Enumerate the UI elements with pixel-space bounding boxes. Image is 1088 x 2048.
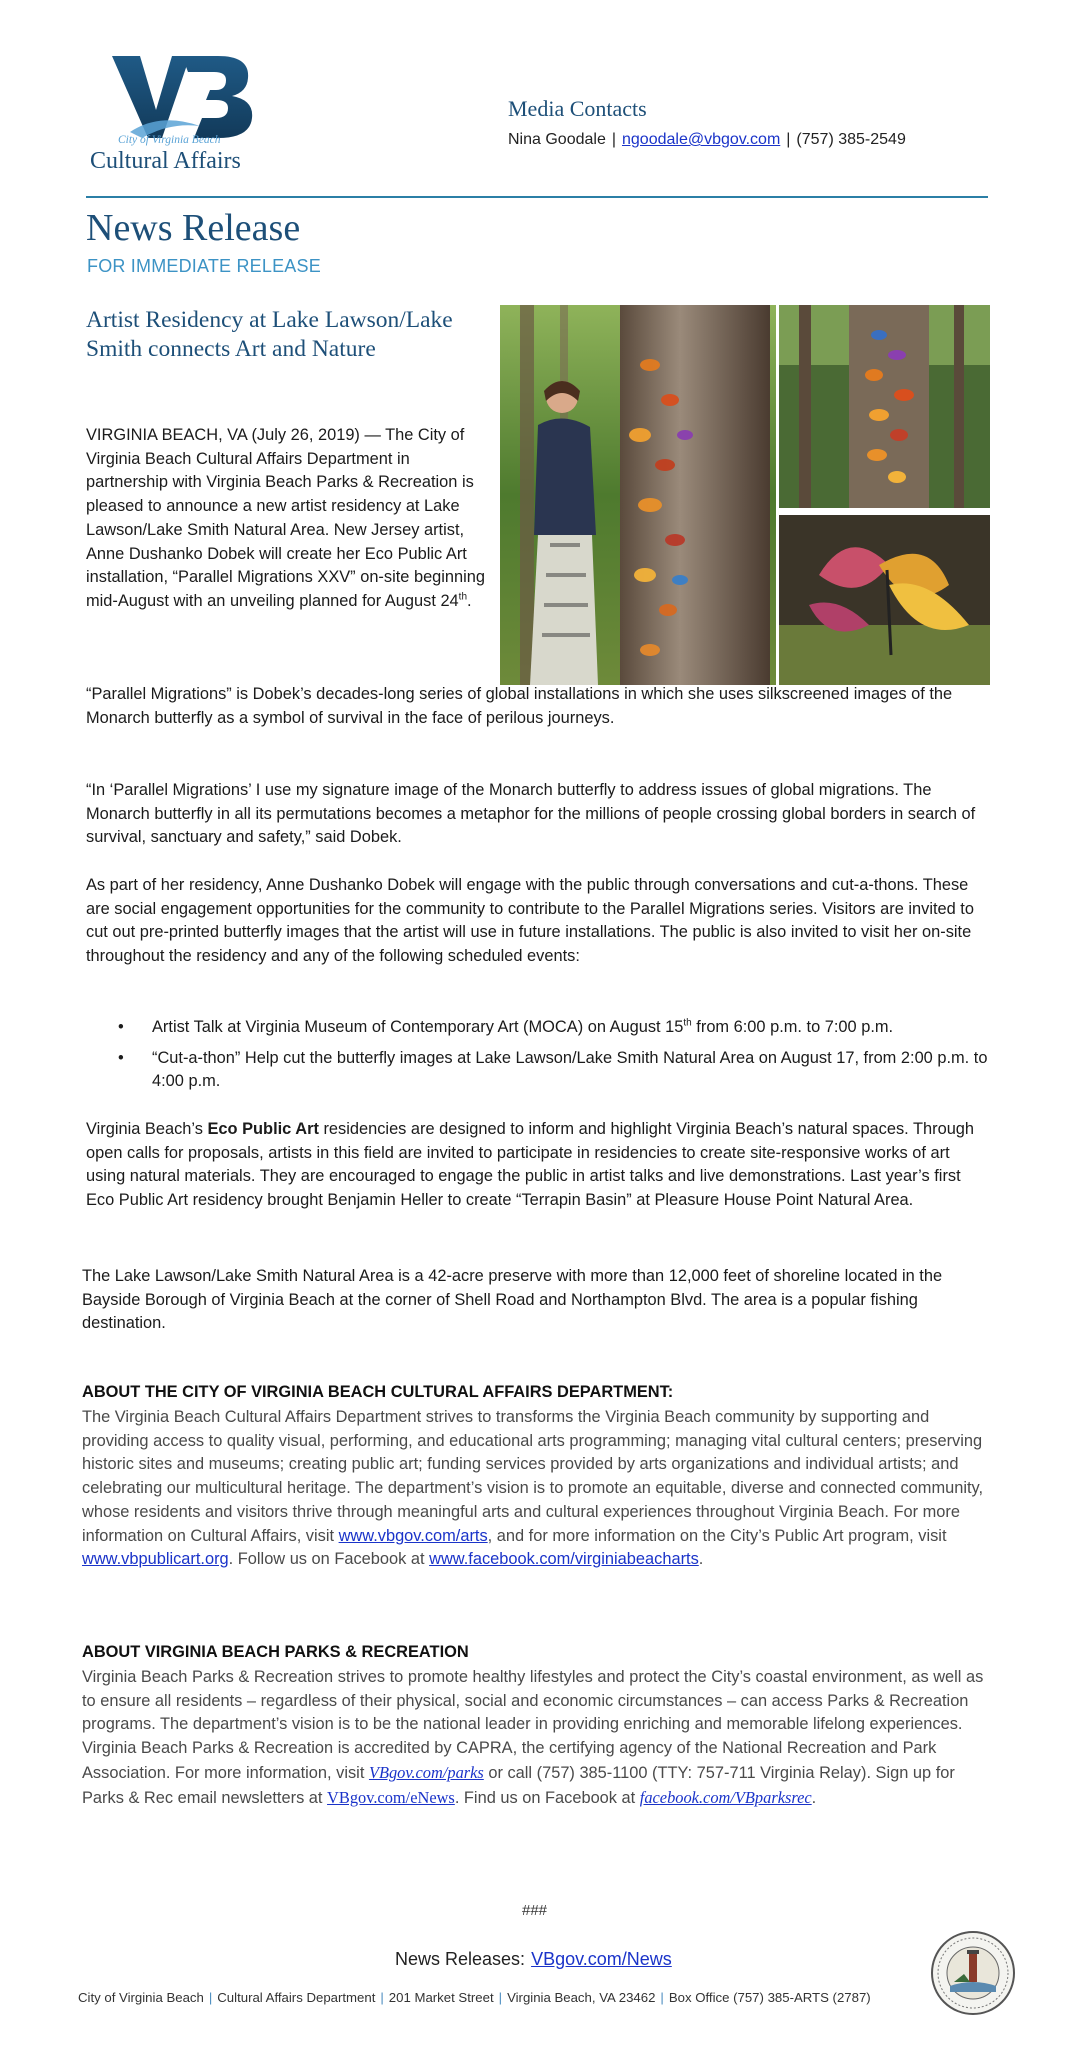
logo-subtitle: City of Virginia Beach: [118, 134, 221, 146]
butterfly-closeup-photo: [779, 515, 990, 685]
butterflies-on-tree-photo: [779, 305, 990, 508]
contact-name: Nina Goodale: [508, 131, 606, 148]
lead-paragraph: VIRGINIA BEACH, VA (July 26, 2019) — The City of Virginia Beach Cultural Affairs Department in partnership with Virginia Beach Parks & Recreation is pleased to announce a new artist residency at Lake Lawson/Lake Smith Natural Area. New Jersey artist, Anne Dushanko Dobek will create her Eco Public Art installation, “Parallel Migrations XXV” on-site beginning mid-August with an unveiling planned for August 24th.: [86, 426, 486, 610]
about-parks-text: Virginia Beach Parks & Recreation strives to promote healthy lifestyles and protect the City’s coastal environment, as well as to ensure all residents – regardless of their physical, social and economic circumstances – can access Parks & Recreation programs. The department’s vision is to be the national leader in providing enriching and memorable lifelong experiences. Virginia Beach Parks & Recreation is accredited by CAPRA, the certifying agency of the National Recreation and Park Association. For more information, visit VBgov.com/parks or call (757) 385-1100 (TTY: 757-711 Virginia Relay). Sign up for Parks & Rec email newsletters at VBgov.com/eNews. Find us on Facebook at facebook.com/VBparksrec.: [82, 1668, 984, 1807]
list-item: • “Cut-a-thon” Help cut the butterfly images at Lake Lawson/Lake Smith Natural Area on August 17, from 2:00 p.m. to 4:00 p.m.: [118, 1048, 988, 1091]
header-divider: [86, 196, 988, 198]
about-parks-heading: ABOUT VIRGINIA BEACH PARKS & RECREATION: [82, 1643, 469, 1661]
arts-link[interactable]: www.vbgov.com/arts: [338, 1526, 488, 1545]
eco-public-art-paragraph: Virginia Beach’s Eco Public Art residencies are designed to inform and highlight Virginia Beach’s natural spaces. Through open calls for proposals, artists in this field are invited to participate in residencies to create site-responsive works of art using natural materials. They are encouraged to engage the public in artist talks and live demonstrations. Last year’s first Eco Public Art residency brought Benjamin Heller to create “Terrapin Basin” at Pleasure House Point Natural Area.: [86, 1120, 975, 1210]
news-releases-line: News Releases: VBgov.com/News: [395, 1949, 672, 1969]
events-list: [118, 1016, 998, 1101]
contact-phone: (757) 385-2549: [796, 131, 906, 148]
about-cultural-affairs-heading: ABOUT THE CITY OF VIRGINIA BEACH CULTURAL AFFAIRS DEPARTMENT:: [82, 1383, 674, 1401]
about-cultural-affairs-text: The Virginia Beach Cultural Affairs Department strives to transforms the Virginia Beach community by supporting and providing access to quality visual, performing, and educational arts programming; managing vital cultural centers; preserving historic sites and museums; creating public art; funding services provided by arts organizations and individual artists; and celebrating our multicultural heritage. The department’s vision is to promote an equitable, diverse and connected community, whose residents and visitors thrive through meaningful arts and cultural experiences throughout Virginia Beach. For more information on Cultural Affairs, visit www.vbgov.com/arts, and for more information on the City’s Public Art program, visit www.vbpublicart.org. Follow us on Facebook at www.facebook.com/virginiabeacharts.: [82, 1408, 984, 1569]
news-release-heading: News Release: [86, 207, 301, 249]
vb-monogram-icon: [90, 52, 270, 142]
parallel-migrations-paragraph: “Parallel Migrations” is Dobek’s decades-long series of global installations in which she uses silkscreened images of the Monarch butterfly as a symbol of survival in the face of perilous journeys.: [86, 685, 953, 727]
public-art-link[interactable]: www.vbpublicart.org: [82, 1550, 229, 1569]
parks-link[interactable]: VBgov.com/parks: [368, 1762, 484, 1782]
release-status: FOR IMMEDIATE RELEASE: [87, 256, 321, 276]
logo-name: Cultural Affairs: [90, 148, 241, 174]
residency-paragraph: As part of her residency, Anne Dushanko Dobek will engage with the public through conversations and cut-a-thons. These are social engagement opportunities for the community to contribute to the Parallel Migrations series. Visitors are invited to cut out pre-printed butterfly images that the artist will use in future installations. The public is also invited to visit her on-site throughout the residency and any of the following scheduled events:: [86, 876, 974, 966]
headline: Artist Residency at Lake Lawson/Lake Smith connects Art and Nature: [86, 307, 453, 362]
facebook-parks-link[interactable]: facebook.com/VBparksrec: [639, 1787, 812, 1807]
media-contact-line: Nina Goodale | ngoodale@vbgov.com | (757) 385-2549: [508, 131, 906, 148]
artist-quote-paragraph: “In ‘Parallel Migrations’ I use my signature image of the Monarch butterfly to address issues of global migrations. The Monarch butterfly in all its permutations becomes a metaphor for the millions of people crossing global borders in search of survival, sanctuary and safety,” said Dobek.: [86, 781, 976, 847]
enews-link[interactable]: VBgov.com/eNews: [327, 1787, 455, 1807]
artist-with-tree-photo: [500, 305, 776, 685]
natural-area-paragraph: The Lake Lawson/Lake Smith Natural Area is a 42-acre preserve with more than 12,000 feet of shoreline located in the Bayside Borough of Virginia Beach at the corner of Shell Road and Northampton Blvd. The area is a popular fishing destination.: [82, 1267, 943, 1333]
contact-email-link[interactable]: ngoodale@vbgov.com: [622, 131, 781, 148]
end-marker: ###: [522, 1902, 548, 1919]
facebook-arts-link[interactable]: www.facebook.com/virginiabeacharts: [429, 1550, 699, 1569]
list-item: • Artist Talk at Virginia Museum of Contemporary Art (MOCA) on August 15th from 6:00 p.m. to 7:00 p.m.: [118, 1017, 894, 1036]
cultural-affairs-logo: [90, 52, 270, 182]
media-contacts-title: Media Contacts: [508, 96, 647, 121]
city-seal-icon: [930, 1930, 1016, 2016]
news-releases-link[interactable]: VBgov.com/News: [531, 1949, 672, 1969]
footer-address: City of Virginia Beach | Cultural Affairs Department | 201 Market Street | Virginia Beach, VA 23462 | Box Office (757) 385-ARTS (2787): [78, 1990, 871, 2005]
